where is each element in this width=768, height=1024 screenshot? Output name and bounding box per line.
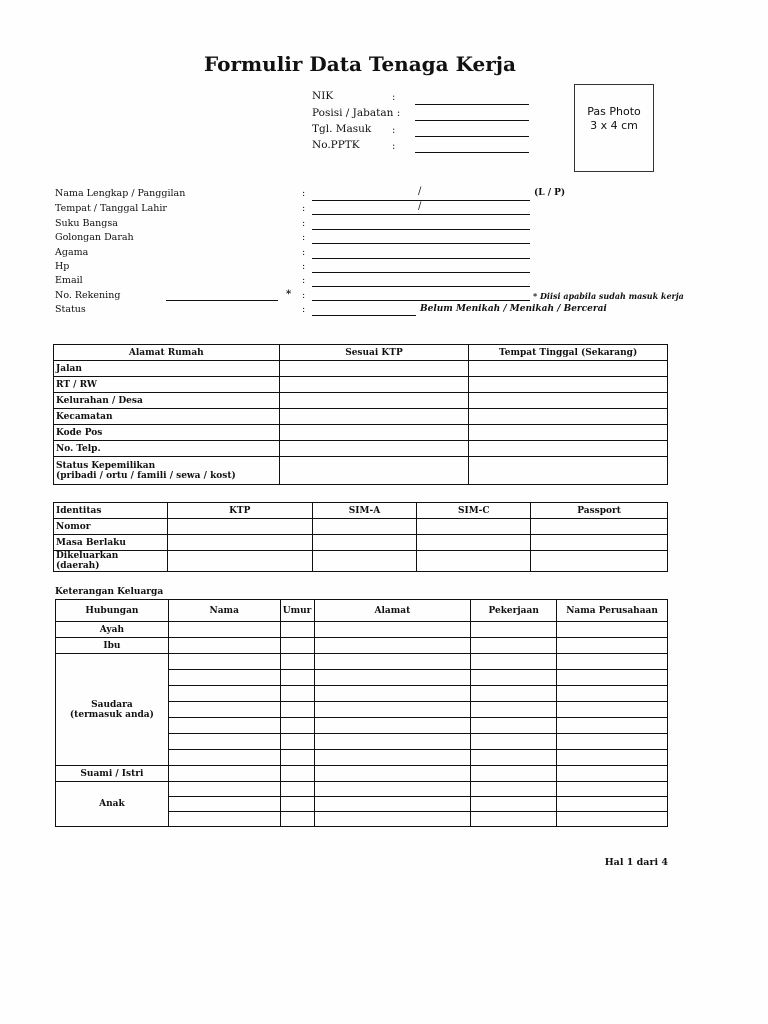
table-cell[interactable] xyxy=(471,702,557,718)
table-cell[interactable] xyxy=(168,718,280,734)
row-label-kode-pos: Kode Pos xyxy=(54,425,280,441)
table-cell[interactable] xyxy=(314,686,471,702)
table-cell[interactable] xyxy=(557,750,668,766)
table-cell[interactable] xyxy=(469,441,668,457)
table-cell[interactable] xyxy=(167,535,312,551)
table-cell[interactable] xyxy=(557,686,668,702)
ttl-field[interactable] xyxy=(312,214,530,215)
table-cell[interactable] xyxy=(471,812,557,827)
saudara-label: Saudara xyxy=(91,699,133,710)
table-cell[interactable] xyxy=(168,638,280,654)
table-cell[interactable] xyxy=(312,551,417,572)
table-cell[interactable] xyxy=(557,782,668,797)
rekening-note: * Diisi apabila sudah masuk kerja xyxy=(533,291,684,301)
table-cell[interactable] xyxy=(471,734,557,750)
golongan-darah-field[interactable] xyxy=(312,243,530,244)
colon: : xyxy=(302,232,306,243)
table-cell[interactable] xyxy=(531,519,668,535)
gender-option: (L / P) xyxy=(534,188,566,198)
table-cell[interactable] xyxy=(557,702,668,718)
saudara-note: (termasuk anda) xyxy=(69,709,154,720)
table-cell[interactable] xyxy=(314,782,471,797)
colon: : xyxy=(302,290,306,301)
table-cell[interactable] xyxy=(280,812,314,827)
nama-label: Nama Lengkap / Panggilan xyxy=(55,188,186,199)
golongan-darah-label: Golongan Darah xyxy=(55,232,134,243)
table-cell[interactable] xyxy=(469,425,668,441)
table-cell[interactable] xyxy=(557,766,668,782)
table-cell[interactable] xyxy=(314,622,471,638)
table-cell[interactable] xyxy=(314,670,471,686)
colon: : xyxy=(302,188,306,199)
table-cell[interactable] xyxy=(469,361,668,377)
table-cell[interactable] xyxy=(557,670,668,686)
table-cell[interactable] xyxy=(471,718,557,734)
row-label-jalan: Jalan xyxy=(54,361,280,377)
table-cell[interactable] xyxy=(279,361,469,377)
table-cell[interactable] xyxy=(471,686,557,702)
suku-label: Suku Bangsa xyxy=(55,218,118,229)
table-cell[interactable] xyxy=(280,702,314,718)
table-cell[interactable] xyxy=(531,551,668,572)
table-cell[interactable] xyxy=(280,718,314,734)
table-cell[interactable] xyxy=(314,766,471,782)
rekening-label: No. Rekening xyxy=(55,290,121,301)
table-cell[interactable] xyxy=(280,622,314,638)
photo-size: 3 x 4 cm xyxy=(590,119,638,132)
photo-box[interactable] xyxy=(574,84,654,172)
table-cell[interactable] xyxy=(557,654,668,670)
table-cell[interactable] xyxy=(279,377,469,393)
row-label-ayah: Ayah xyxy=(56,622,169,638)
row-label-masa-berlaku: Masa Berlaku xyxy=(54,535,168,551)
address-table xyxy=(53,344,668,485)
ownership-options: (pribadi / ortu / famili / sewa / kost) xyxy=(56,470,236,481)
pptk-label: No.PPTK xyxy=(312,139,360,151)
table-cell[interactable] xyxy=(557,734,668,750)
suku-field[interactable] xyxy=(312,229,530,230)
table-cell[interactable] xyxy=(557,718,668,734)
table-cell[interactable] xyxy=(314,702,471,718)
colon: : xyxy=(302,304,306,315)
email-label: Email xyxy=(55,275,83,286)
table-cell[interactable] xyxy=(168,686,280,702)
row-label-ibu: Ibu xyxy=(56,638,169,654)
table-cell[interactable] xyxy=(280,782,314,797)
hp-field[interactable] xyxy=(312,272,530,273)
table-cell[interactable] xyxy=(314,638,471,654)
table-cell[interactable] xyxy=(314,734,471,750)
table-cell[interactable] xyxy=(471,622,557,638)
table-cell[interactable] xyxy=(279,393,469,409)
table-cell[interactable] xyxy=(280,766,314,782)
header-nama-perusahaan: Nama Perusahaan xyxy=(557,600,668,622)
header-identitas: Identitas xyxy=(54,503,168,519)
table-cell[interactable] xyxy=(168,782,280,797)
table-cell[interactable] xyxy=(469,409,668,425)
table-cell[interactable] xyxy=(471,750,557,766)
table-cell[interactable] xyxy=(279,425,469,441)
table-cell[interactable] xyxy=(168,797,280,812)
table-cell[interactable] xyxy=(280,797,314,812)
header-passport: Passport xyxy=(531,503,668,519)
table-cell[interactable] xyxy=(417,535,531,551)
table-cell[interactable] xyxy=(471,670,557,686)
tgl-masuk-label: Tgl. Masuk xyxy=(312,123,372,135)
pptk-field[interactable] xyxy=(415,152,529,153)
table-cell[interactable] xyxy=(557,812,668,827)
nik-label: NIK xyxy=(312,90,334,102)
table-cell[interactable] xyxy=(471,638,557,654)
agama-label: Agama xyxy=(55,247,89,258)
status-field[interactable] xyxy=(312,315,416,316)
row-label-nomor: Nomor xyxy=(54,519,168,535)
table-cell[interactable] xyxy=(557,622,668,638)
header-umur: Umur xyxy=(280,600,314,622)
table-cell[interactable] xyxy=(168,670,280,686)
table-cell[interactable] xyxy=(471,782,557,797)
table-cell[interactable] xyxy=(471,766,557,782)
table-cell[interactable] xyxy=(280,654,314,670)
table-cell[interactable] xyxy=(557,797,668,812)
row-label-saudara xyxy=(56,654,169,766)
table-cell[interactable] xyxy=(167,551,312,572)
row-label-no-telp: No. Telp. xyxy=(54,441,280,457)
header-alamat-rumah: Alamat Rumah xyxy=(54,345,280,361)
table-cell[interactable] xyxy=(168,750,280,766)
table-cell[interactable] xyxy=(279,441,469,457)
bank-name-field[interactable] xyxy=(166,300,278,301)
table-cell[interactable] xyxy=(280,670,314,686)
table-cell[interactable] xyxy=(312,519,417,535)
tgl-masuk-colon: : xyxy=(392,125,396,136)
table-cell[interactable] xyxy=(314,718,471,734)
table-cell[interactable] xyxy=(469,457,668,485)
header-ktp: KTP xyxy=(167,503,312,519)
table-cell[interactable] xyxy=(280,750,314,766)
asterisk: * xyxy=(286,289,292,300)
ttl-label: Tempat / Tanggal Lahir xyxy=(55,203,167,214)
rekening-field[interactable] xyxy=(312,300,530,301)
posisi-field[interactable] xyxy=(415,120,529,121)
header-sesuai-ktp: Sesuai KTP xyxy=(279,345,469,361)
nik-field[interactable] xyxy=(415,104,529,105)
table-cell[interactable] xyxy=(168,622,280,638)
table-cell[interactable] xyxy=(417,551,531,572)
table-cell[interactable] xyxy=(314,797,471,812)
row-label-rt-rw: RT / RW xyxy=(54,377,280,393)
slash: / xyxy=(418,201,422,212)
agama-field[interactable] xyxy=(312,258,530,259)
table-cell[interactable] xyxy=(314,750,471,766)
table-cell[interactable] xyxy=(280,734,314,750)
table-cell[interactable] xyxy=(469,393,668,409)
row-label-dikeluarkan: Dikeluarkan (daerah) xyxy=(54,551,168,572)
status-label: Status xyxy=(55,304,86,315)
header-nama: Nama xyxy=(168,600,280,622)
table-cell[interactable] xyxy=(469,377,668,393)
family-section-title: Keterangan Keluarga xyxy=(55,587,164,597)
colon: : xyxy=(302,247,306,258)
table-cell[interactable] xyxy=(280,686,314,702)
header-alamat: Alamat xyxy=(314,600,471,622)
row-label-status-kepemilikan xyxy=(54,457,280,485)
row-label-suami-istri: Suami / Istri xyxy=(56,766,169,782)
identity-table xyxy=(53,502,668,572)
row-label-anak: Anak xyxy=(56,782,169,827)
table-cell[interactable] xyxy=(168,766,280,782)
table-cell[interactable] xyxy=(471,654,557,670)
table-cell[interactable] xyxy=(167,519,312,535)
colon: : xyxy=(302,275,306,286)
colon: : xyxy=(302,203,306,214)
status-options: Belum Menikah / Menikah / Bercerai xyxy=(420,304,607,314)
hp-label: Hp xyxy=(55,261,70,272)
table-cell[interactable] xyxy=(280,638,314,654)
colon: : xyxy=(302,261,306,272)
table-cell[interactable] xyxy=(279,409,469,425)
row-label-kelurahan: Kelurahan / Desa xyxy=(54,393,280,409)
colon: : xyxy=(302,218,306,229)
table-cell[interactable] xyxy=(471,797,557,812)
table-cell[interactable] xyxy=(417,519,531,535)
table-cell[interactable] xyxy=(314,812,471,827)
table-cell[interactable] xyxy=(168,702,280,718)
table-cell[interactable] xyxy=(312,535,417,551)
header-pekerjaan: Pekerjaan xyxy=(471,600,557,622)
header-hubungan: Hubungan xyxy=(56,600,169,622)
table-cell[interactable] xyxy=(168,734,280,750)
form-title: Formulir Data Tenaga Kerja xyxy=(204,52,516,76)
table-cell[interactable] xyxy=(314,654,471,670)
family-table xyxy=(55,599,668,827)
ownership-label: Status Kepemilikan xyxy=(56,460,156,471)
page-number: Hal 1 dari 4 xyxy=(604,857,668,868)
table-cell[interactable] xyxy=(168,654,280,670)
email-field[interactable] xyxy=(312,286,530,287)
header-tempat-tinggal: Tempat Tinggal (Sekarang) xyxy=(469,345,668,361)
posisi-label: Posisi / Jabatan : xyxy=(312,107,401,119)
row-label-kecamatan: Kecamatan xyxy=(54,409,280,425)
header-sim-c: SIM-C xyxy=(417,503,531,519)
table-cell[interactable] xyxy=(531,535,668,551)
nik-colon: : xyxy=(392,92,396,103)
tgl-masuk-field[interactable] xyxy=(415,136,529,137)
table-cell[interactable] xyxy=(279,457,469,485)
table-cell[interactable] xyxy=(168,812,280,827)
table-cell[interactable] xyxy=(557,638,668,654)
pptk-colon: : xyxy=(392,141,396,152)
header-sim-a: SIM-A xyxy=(312,503,417,519)
slash: / xyxy=(418,186,422,197)
photo-label: Pas Photo xyxy=(587,105,641,118)
